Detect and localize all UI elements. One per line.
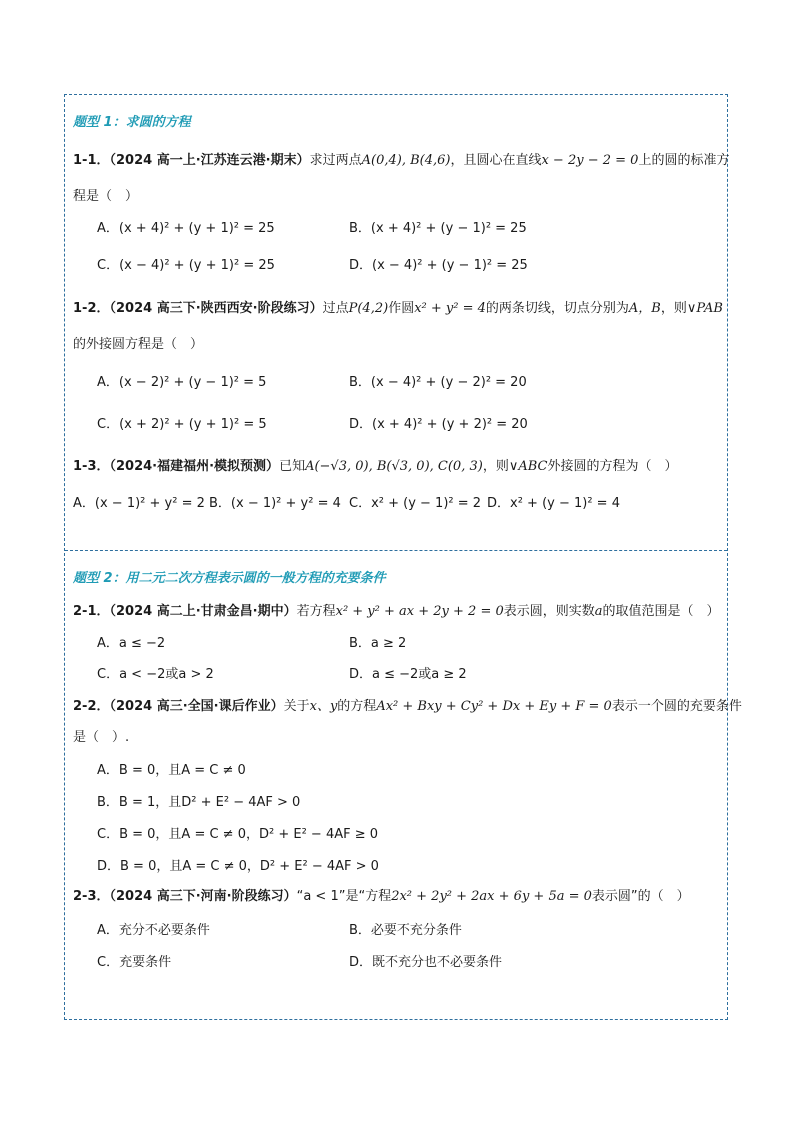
stem-text: 外接圆的方程为（ ） <box>547 459 678 474</box>
question-1-1-stem-cont: 程是（ ） <box>73 189 139 204</box>
question-2-2-stem <box>73 697 742 717</box>
math-equation: Ax² + Bxy + Cy² + Dx + Ey + F = 0 <box>376 699 612 714</box>
option-a[interactable]: A．B = 0，且A = C ≠ 0 <box>97 763 246 778</box>
stem-text: 的取值范围是（ ） <box>602 604 720 619</box>
math-equation: 2x² + 2y² + 2ax + 6y + 5a = 0 <box>391 889 592 904</box>
option-d[interactable]: D．B = 0，且A = C ≠ 0，D² + E² − 4AF > 0 <box>97 859 379 874</box>
option-a[interactable]: A．(x + 4)² + (y + 1)² = 25 <box>97 221 275 236</box>
stem-text: 关于 <box>283 699 310 714</box>
option-d[interactable]: D．既不充分也不必要条件 <box>349 955 503 970</box>
option-c[interactable]: C．B = 0，且A = C ≠ 0，D² + E² − 4AF ≥ 0 <box>97 827 379 842</box>
option-a[interactable]: A．(x − 2)² + (y − 1)² = 5 <box>97 375 267 390</box>
stem-text: “a < 1”是“方程 <box>296 889 392 904</box>
option-b[interactable]: B．B = 1，且D² + E² − 4AF > 0 <box>97 795 301 810</box>
question-source: （2024 高三·全国·课后作业） <box>109 699 284 714</box>
option-b[interactable]: B．(x − 1)² + y² = 4 <box>209 496 341 511</box>
option-b[interactable]: B．(x − 4)² + (y − 2)² = 20 <box>349 375 527 390</box>
section-divider <box>65 550 727 551</box>
question-number: 1-2． <box>73 301 110 316</box>
stem-text: ，则 <box>482 459 509 474</box>
question-number: 2-1． <box>73 604 110 619</box>
option-a[interactable]: A．a ≤ −2 <box>97 636 166 651</box>
option-a[interactable]: A．充分不必要条件 <box>97 923 210 938</box>
question-number: 2-3． <box>73 889 110 904</box>
math-line: x − 2y − 2 = 0 <box>541 153 639 168</box>
stem-text: 求过两点 <box>309 153 362 168</box>
option-c[interactable]: C．(x − 4)² + (y + 1)² = 25 <box>97 258 275 273</box>
question-source: （2024 高三下·陕西西安·阶段练习） <box>109 301 323 316</box>
question-1-3-stem <box>73 457 723 477</box>
stem-text: 过点 <box>322 301 349 316</box>
question-1-2-stem-cont: 的外接圆方程是（ ） <box>73 337 204 352</box>
question-2-2-stem-cont: 是（ ）. <box>73 730 130 745</box>
option-b[interactable]: B．a ≥ 2 <box>349 636 407 651</box>
question-1-1-stem <box>73 151 730 171</box>
option-d[interactable]: D．x² + (y − 1)² = 4 <box>487 496 620 511</box>
question-number: 1-1． <box>73 153 110 168</box>
option-a[interactable]: A．(x − 1)² + y² = 2 <box>73 496 205 511</box>
option-c[interactable]: C．(x + 2)² + (y + 1)² = 5 <box>97 417 267 432</box>
math-variable: a <box>594 604 603 619</box>
option-c[interactable]: C．充要条件 <box>97 955 172 970</box>
option-c[interactable]: C．x² + (y − 1)² = 2 <box>349 496 482 511</box>
option-b[interactable]: B．(x + 4)² + (y − 1)² = 25 <box>349 221 527 236</box>
math-triangle: ∨PAB <box>686 301 723 316</box>
stem-text: 上的圆的标准方 <box>638 153 730 168</box>
math-points: A，B <box>628 301 661 316</box>
math-variables: x、y <box>309 699 338 714</box>
question-source: （2024·福建福州·模拟预测） <box>109 459 280 474</box>
question-source: （2024 高二上·甘肃金昌·期中） <box>109 604 297 619</box>
section-title-1: 题型 1：求圆的方程 <box>73 115 191 130</box>
math-point: P(4,2) <box>348 301 389 316</box>
stem-text: 表示一个圆的充要条件 <box>611 699 742 714</box>
option-d[interactable]: D．a ≤ −2或a ≥ 2 <box>349 667 467 682</box>
question-source: （2024 高一上·江苏连云港·期末） <box>109 153 310 168</box>
math-points: A(−√3, 0), B(√3, 0), C(0, 3) <box>305 459 483 474</box>
math-triangle: ∨ABC <box>508 459 548 474</box>
stem-text: 已知 <box>279 459 306 474</box>
stem-text: ，则 <box>660 301 687 316</box>
math-circle: x² + y² = 4 <box>414 301 486 316</box>
option-b[interactable]: B．必要不充分条件 <box>349 923 462 938</box>
stem-text: 的方程 <box>337 699 377 714</box>
math-equation: x² + y² + ax + 2y + 2 = 0 <box>335 604 504 619</box>
question-number: 1-3． <box>73 459 110 474</box>
question-box <box>64 94 742 1020</box>
stem-text: 若方程 <box>296 604 336 619</box>
option-d[interactable]: D．(x − 4)² + (y − 1)² = 25 <box>349 258 528 273</box>
section-title-2: 题型 2：用二元二次方程表示圆的一般方程的充要条件 <box>73 571 386 586</box>
question-2-1-stem <box>73 602 723 622</box>
question-1-2-stem <box>73 299 723 319</box>
option-d[interactable]: D．(x + 4)² + (y + 2)² = 20 <box>349 417 528 432</box>
question-source: （2024 高三下·河南·阶段练习） <box>109 889 297 904</box>
math-points: A(0,4), B(4,6) <box>361 153 451 168</box>
question-2-3-stem <box>73 887 723 907</box>
stem-text: 作圆 <box>388 301 415 316</box>
stem-text: 表示圆”的（ ） <box>591 889 690 904</box>
option-c[interactable]: C．a < −2或a > 2 <box>97 667 214 682</box>
stem-text: ，且圆心在直线 <box>450 153 542 168</box>
stem-text: 的两条切线，切点分别为 <box>485 301 629 316</box>
question-number: 2-2． <box>73 699 110 714</box>
stem-text: 表示圆，则实数 <box>503 604 595 619</box>
